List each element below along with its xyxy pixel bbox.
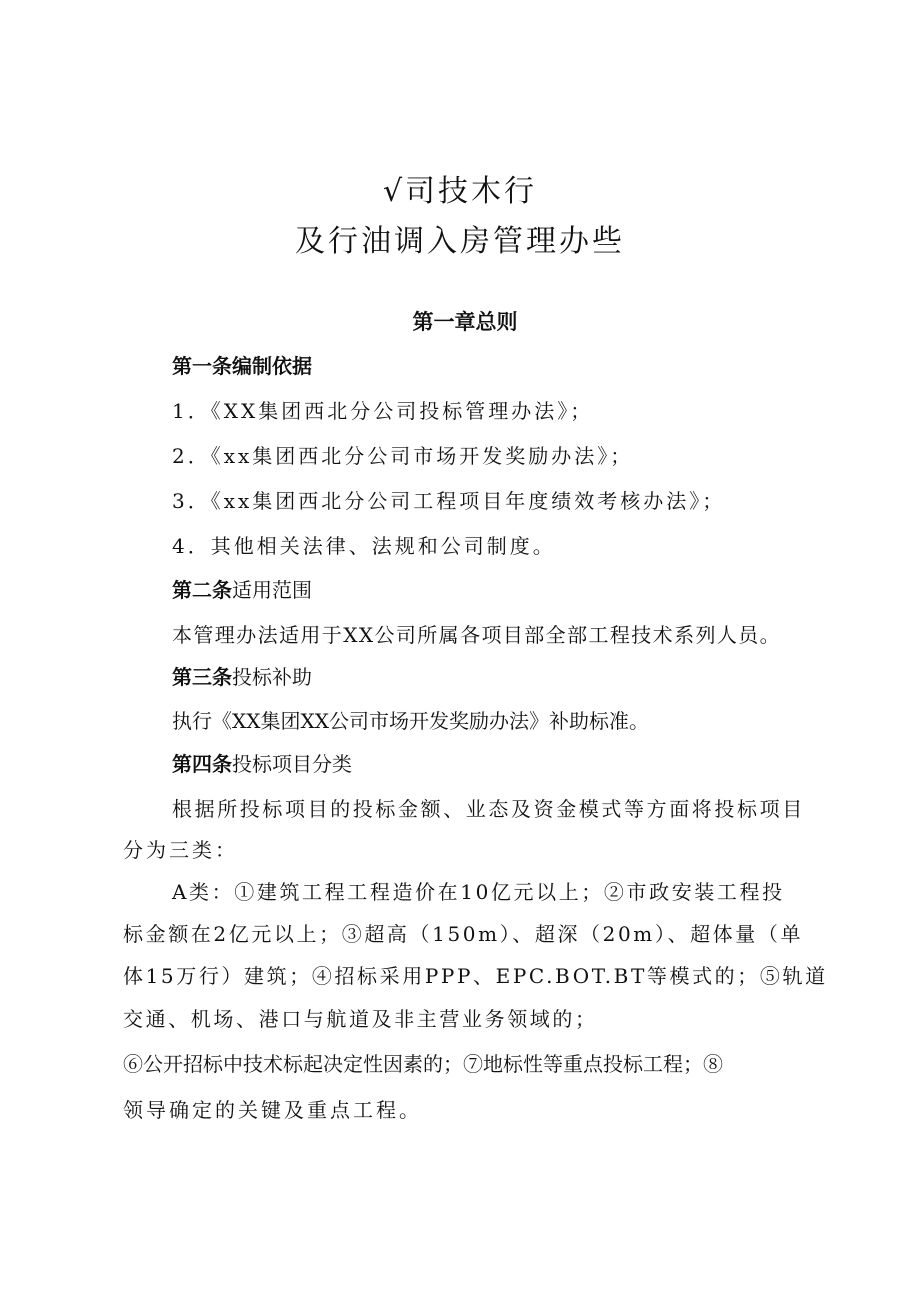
article-2-label: 第二条 xyxy=(172,578,232,602)
article-4-body-line-1: 根据所投标项目的投标金额、业态及资金模式等方面将投标项目 xyxy=(172,797,805,821)
article-1-item-3: 3．《xx集团西北分公司工程项目年度绩效考核办法》； xyxy=(172,489,726,513)
article-4-label: 第四条 xyxy=(172,752,232,776)
class-a-line-1: A类：①建筑工程工程造价在10亿元以上；②市政安装工程投 xyxy=(172,880,785,904)
class-a-line-6: 领导确定的关键及重点工程。 xyxy=(123,1098,422,1122)
article-2-body: 本管理办法适用于XX公司所属各项目部全部工程技术系列人员。 xyxy=(172,623,782,647)
class-a-line-2: 标金额在2亿元以上；③超高（150m）、超深（20m）、超体量（单 xyxy=(123,922,804,946)
article-2-heading xyxy=(172,574,312,603)
article-1-item-1: 1．《XX集团西北分公司投标管理办法》； xyxy=(172,399,594,423)
class-a-line-3: 体15万行）建筑；④招标采用PPP、EPC.BOT.BT等模式的；⑤轨道 xyxy=(123,964,828,988)
article-1-heading: 第一条编制依据 xyxy=(172,354,312,378)
class-a-line-4: 交通、机场、港口与航道及非主营业务领域的； xyxy=(123,1007,598,1031)
article-1-item-4: 4．其他相关法律、法规和公司制度。 xyxy=(172,534,556,558)
article-4-title: 投标项目分类 xyxy=(232,752,352,776)
class-a-line-5: ⑥公开招标中技术标起决定性因素的；⑦地标性等重点投标工程；⑧ xyxy=(123,1052,723,1076)
article-3-heading xyxy=(172,661,312,690)
article-3-title: 投标补助 xyxy=(232,665,312,689)
article-2-title: 适用范围 xyxy=(232,578,312,602)
chapter-heading: 第一章总则 xyxy=(412,310,518,334)
document-title-line-2: 及行油调入房管理办些 xyxy=(295,224,625,259)
article-4-heading xyxy=(172,748,352,777)
article-3-label: 第三条 xyxy=(172,665,232,689)
article-3-body: 执行《XX集团XX公司市场开发奖励办法》补助标准。 xyxy=(172,709,649,733)
article-4-body-line-2: 分为三类： xyxy=(123,838,238,862)
document-title-line-1: √司技木行 xyxy=(382,174,538,209)
article-1-item-2: 2．《xx集团西北分公司市场开发奖励办法》； xyxy=(172,444,634,468)
